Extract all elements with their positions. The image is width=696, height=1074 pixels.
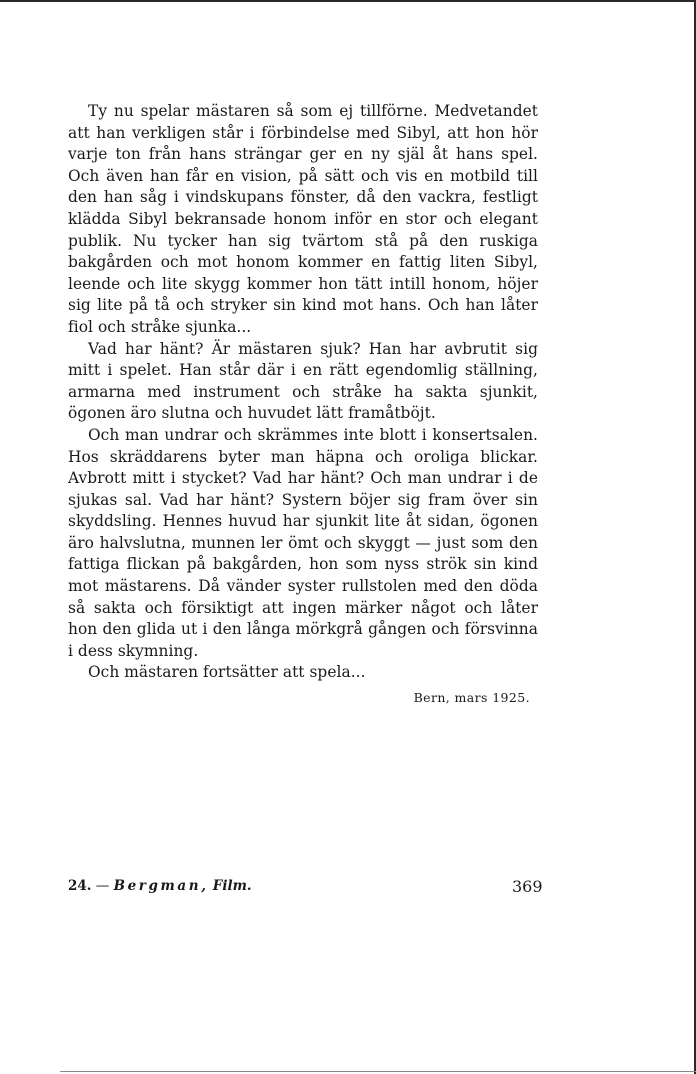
signature-mark [68, 878, 252, 894]
paragraph-4: Och mästaren fortsätter att spela... [88, 663, 366, 682]
page-edge-bottom [60, 1071, 696, 1072]
paragraph-3: Och man undrar och skrämmes inte blott i konsertsalen. Hos skräddarens byter man häpna och oroliga blickar. Avbrott mitt i stycket? Vad har hänt? Och man undrar i de sjukas sal. Vad har hänt? Systern böjer sig fram över sin skyddsling. Hennes huvud har sjunkit lite åt sidan, ögonen äro halvslutna, munnen ler ömt och skyggt — just som den fattiga flickan på bakgården, hon som nyss strök sin kind mot mästarens. Då vänder syster rullstolen med den döda så sakta och försiktigt att ingen märker något och låter hon den glida ut i den långa mörkgrå gången och försvinna i dess skymning. [68, 425, 538, 660]
body-text [68, 101, 538, 705]
signature-title: Film. [212, 878, 252, 894]
signature-dash: — [95, 878, 110, 894]
paragraph-2: Vad har hänt? Är mästaren sjuk? Han har avbrutit sig mitt i spelet. Han står där i en rätt egendomlig ställning, armarna med instrument och stråke ha sakta sjunkit, ögonen äro slutna och huvudet lätt framåtböjt. [68, 339, 538, 423]
signature-author: Bergman, [113, 878, 209, 894]
dateline: Bern, mars 1925. [413, 690, 530, 706]
page-edge-top [0, 0, 696, 2]
paragraph-1: Ty nu spelar mästaren så som ej tillförne. Medvetandet att han verkligen står i förbindelse med Sibyl, att hon hör varje ton från hans strängar ger en ny själ åt hans spel. Och även han får en vision, på sätt och vis en motbild till den han såg i vindskupans fönster, då den vackra, festligt klädda Sibyl bekransade honom inför en stor och elegant publik. Nu tycker han sig tvärtom stå på den ruskiga bakgården och mot honom kommer en fattig liten Sibyl, leende och lite skygg kommer hon tätt intill honom, höjer sig lite på tå och stryker sin kind mot hans. Och han låter fiol och stråke sjunka... [68, 102, 538, 336]
signature-number: 24. [68, 878, 92, 894]
page-number: 369 [512, 877, 543, 896]
